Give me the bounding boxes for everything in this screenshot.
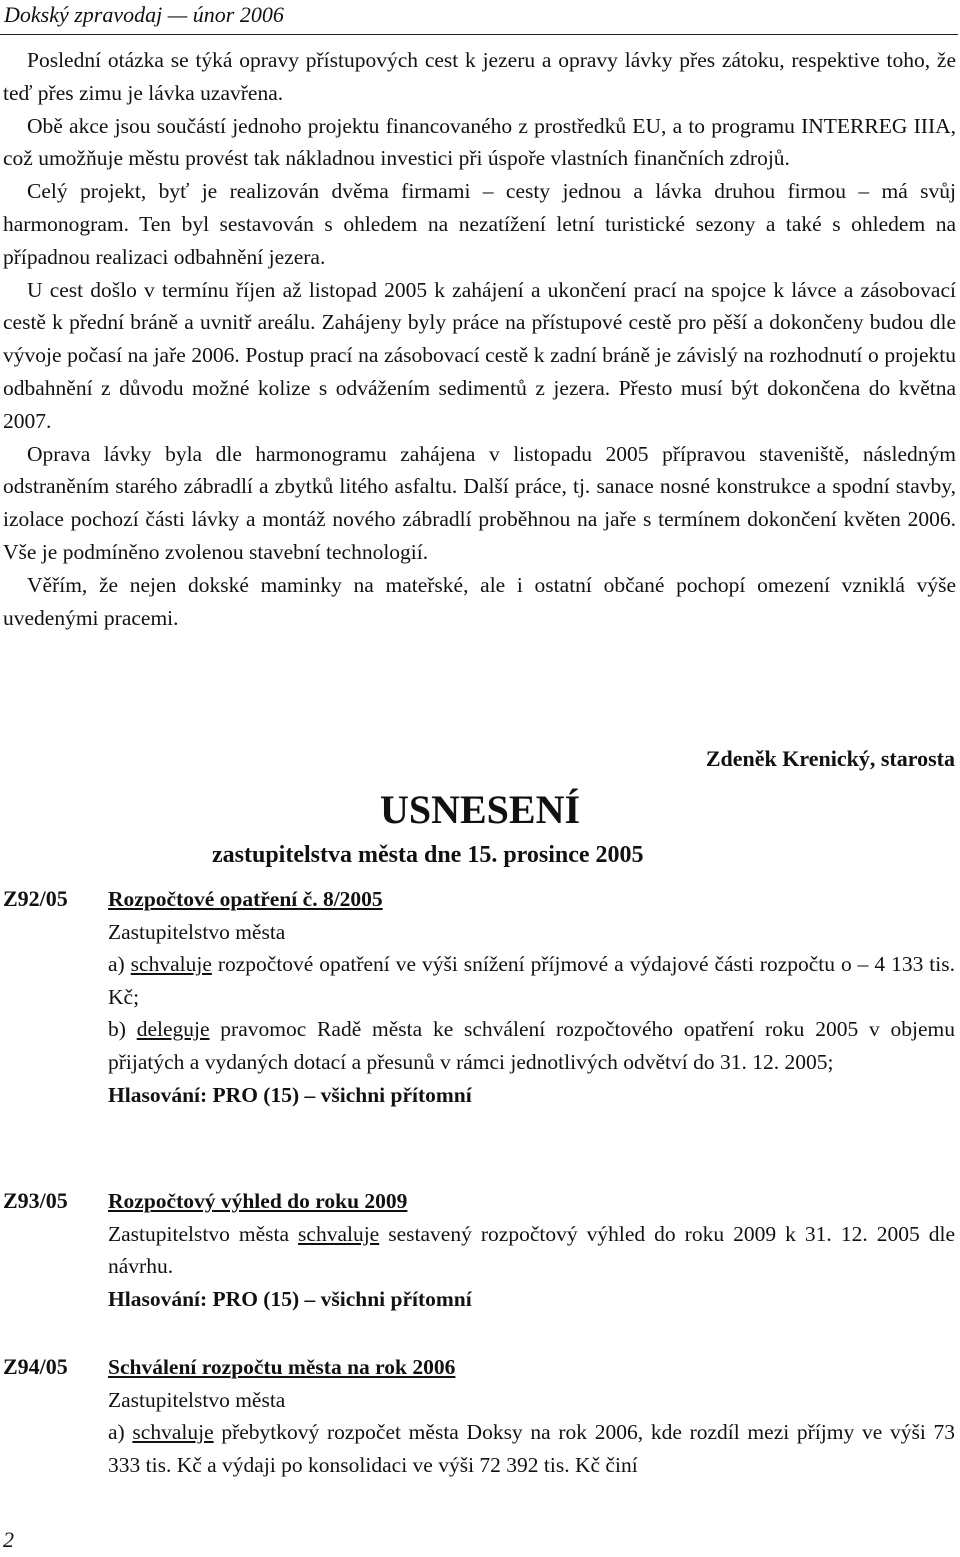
header-divider xyxy=(0,34,958,35)
page-number: 2 xyxy=(3,1527,14,1552)
resolution-title: Schválení rozpočtu města na rok 2006 xyxy=(108,1355,456,1379)
resolution-item xyxy=(108,948,955,1013)
resolution-item xyxy=(108,1416,955,1481)
item-verb: schvaluje xyxy=(132,1420,214,1445)
item-text: rozpočtové opatření ve výši snížení příjmové a výdajové části rozpočtu o – 4 133 tis. Kč; xyxy=(108,952,955,1009)
paragraph: U cest došlo v termínu říjen až listopad 2005 k zahájení a ukončení prací na spojce k lávce a zásobovací cestě k přední bráně a uvnitř areálu. Zahájeny byly práce na přístupové cestě pro pěší a dokončeny budou dle vývoje počasí na jaře 2006. Postup prací na zásobovací cestě k zadní bráně je závislý na rozhodnutí o projektu odbahnění z důvodu možné kolize s odvážením sedimentů z jezera. Přesto musí být dokončena do května 2007. xyxy=(3,277,956,433)
newsletter-header: Dokský zpravodaj — únor 2006 xyxy=(4,2,284,27)
section-subtitle: zastupitelstva města dne 15. prosince 2005 xyxy=(212,842,644,868)
paragraph: Oprava lávky byla dle harmonogramu zahájena v listopadu 2005 přípravou staveniště, následným odstraněním starého zábradlí a zbytků litého asfaltu. Další práce, tj. sanace nosné konstrukce a spodní stavby, izolace pochozí části lávky a montáž nového zábradlí proběhnou na jaře s termínem dokončení květen 2006. Vše je podmíněno zvolenou stavební technologií. xyxy=(3,441,956,564)
item-prefix: Zastupitelstvo města xyxy=(108,1221,299,1246)
paragraph: Věřím, že nejen dokské maminky na mateřské, ale i ostatní občané pochopí omezení vzniklá výše uvedenými pracemi. xyxy=(3,572,956,630)
item-text: přebytkový rozpočet města Doksy na rok 2006, kde rozdíl mezi příjmy ve výši 73 333 tis. Kč a výdaji po konsolidaci ve výši 72 392 tis. Kč činí xyxy=(108,1420,956,1477)
resolution-item xyxy=(108,1218,955,1283)
item-text: pravomoc Radě města ke schválení rozpočtového opatření roku 2005 v objemu přijatých a vydaných dotací a přesunů v rámci jednotlivých odvětví do 31. 12. 2005; xyxy=(108,1017,955,1074)
item-prefix: b) xyxy=(108,1017,137,1042)
item-verb: schvaluje xyxy=(130,952,212,977)
section-title: USNESENÍ xyxy=(379,787,581,832)
vote-result: Hlasování: PRO (15) – všichni přítomní xyxy=(108,1286,472,1311)
resolution-title: Rozpočtové opatření č. 8/2005 xyxy=(108,887,383,911)
item-text: sestavený rozpočtový výhled do roku 2009 k 31. 12. 2005 dle návrhu. xyxy=(108,1221,956,1279)
resolution-intro: Zastupitelstvo města xyxy=(108,919,286,944)
item-verb: deleguje xyxy=(136,1017,210,1042)
item-prefix: a) xyxy=(108,1420,133,1445)
resolution-title: Rozpočtový výhled do roku 2009 xyxy=(108,1189,408,1213)
resolution-number: Z93/05 xyxy=(3,1188,68,1213)
resolution-body xyxy=(108,1351,955,1481)
resolution-intro: Zastupitelstvo města xyxy=(108,1387,286,1412)
resolution-number: Z94/05 xyxy=(3,1354,68,1379)
paragraph: Obě akce jsou součástí jednoho projektu financovaného z prostředků EU, a to programu INTERREG IIIA, což umožňuje městu provést tak nákladnou investici při úspoře vlastních finančních zdrojů. xyxy=(3,113,956,171)
resolution-number: Z92/05 xyxy=(3,886,68,911)
paragraph: Celý projekt, byť je realizován dvěma firmami – cesty jednou a lávka druhou firmou – má svůj harmonogram. Ten byl sestavován s ohledem na nezatížení letní turistické sezony a také s ohledem na případnou realizaci odbahnění jezera. xyxy=(3,179,956,269)
article-body xyxy=(3,44,956,634)
resolution-body xyxy=(108,883,955,1111)
resolution-body xyxy=(108,1185,955,1315)
resolution-item xyxy=(108,1013,955,1078)
vote-result: Hlasování: PRO (15) – všichni přítomní xyxy=(108,1082,472,1107)
item-prefix: a) xyxy=(108,952,131,977)
author-signature: Zdeněk Krenický, starosta xyxy=(705,746,955,771)
item-verb: schvaluje xyxy=(298,1221,380,1246)
paragraph: Poslední otázka se týká opravy přístupových cest k jezeru a opravy lávky přes zátoku, respektive toho, že teď přes zimu je lávka uzavřena. xyxy=(3,48,956,105)
